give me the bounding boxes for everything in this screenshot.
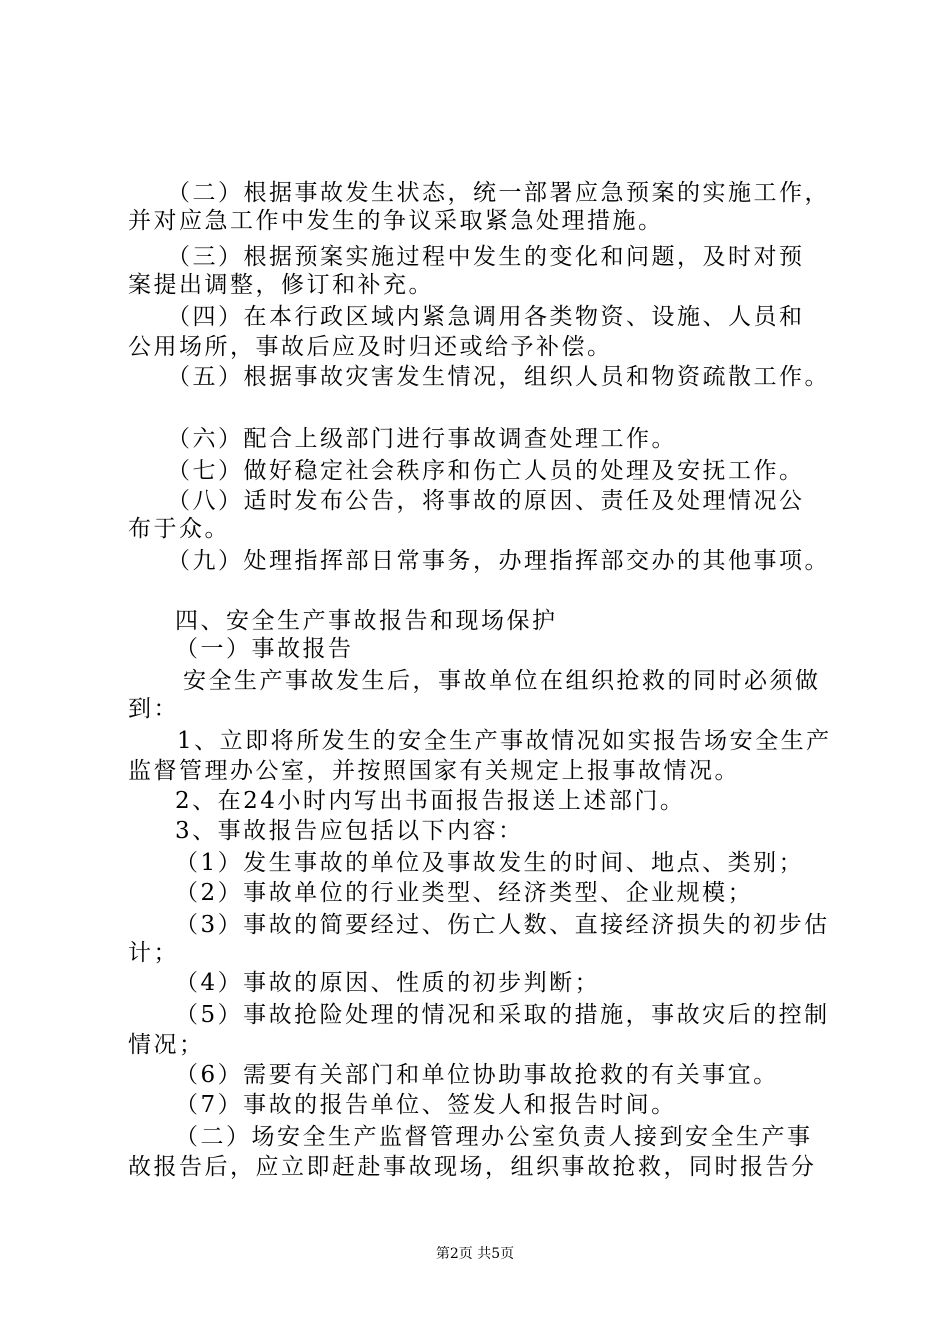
text-line: 情况； <box>128 1032 205 1058</box>
list-item: （7）事故的报告单位、签发人和报告时间。 <box>175 1092 677 1118</box>
text-line: （二）场安全生产监督管理办公室负责人接到安全生产事 <box>175 1124 813 1150</box>
text-line: 布于众。 <box>128 516 230 542</box>
text-line: 故报告后，应立即赶赴事故现场，组织事故抢救，同时报告分 <box>128 1154 817 1180</box>
text-line: （五）根据事故灾害发生情况，组织人员和物资疏散工作。 <box>167 364 830 390</box>
text-line: （七）做好稳定社会秩序和伤亡人员的处理及安抚工作。 <box>167 458 805 484</box>
text-line: 并对应急工作中发生的争议采取紧急处理措施。 <box>128 208 664 234</box>
section-heading: 四、安全生产事故报告和现场保护 <box>175 608 558 634</box>
text-line: （四）在本行政区域内紧急调用各类物资、设施、人员和 <box>167 304 805 330</box>
list-item: （1）发生事故的单位及事故发生的时间、地点、类别； <box>175 850 805 876</box>
text-line: 安全生产事故发生后，事故单位在组织抢救的同时必须做 <box>183 668 821 694</box>
list-item: （4）事故的原因、性质的初步判断； <box>175 970 601 996</box>
text-line: 公用场所，事故后应及时归还或给予补偿。 <box>128 334 613 360</box>
text-line: 2、在24小时内写出书面报告报送上述部门。 <box>175 788 686 814</box>
list-item: （6）需要有关部门和单位协助事故抢救的有关事宜。 <box>175 1062 779 1088</box>
list-item: （2）事故单位的行业类型、经济类型、企业规模； <box>175 880 754 906</box>
text-line: （八）适时发布公告，将事故的原因、责任及处理情况公 <box>167 488 805 514</box>
list-item: （3）事故的简要经过、伤亡人数、直接经济损失的初步估 <box>175 912 830 938</box>
text-line: 案提出调整，修订和补充。 <box>128 272 434 298</box>
text-line: （九）处理指挥部日常事务，办理指挥部交办的其他事项。 <box>167 548 830 574</box>
text-line: 监督管理办公室，并按照国家有关规定上报事故情况。 <box>128 758 740 784</box>
subsection-heading: （一）事故报告 <box>175 636 354 662</box>
text-line: （二）根据事故发生状态，统一部署应急预案的实施工作， <box>167 180 830 206</box>
text-line: （三）根据预案实施过程中发生的变化和问题，及时对预 <box>167 244 805 270</box>
text-line: 1、立即将所发生的安全生产事故情况如实报告场安全生产 <box>177 728 832 754</box>
text-line: 到： <box>128 696 179 722</box>
page-footer: 第2页 共5页 <box>435 1246 515 1262</box>
text-line: 3、事故报告应包括以下内容： <box>175 818 524 844</box>
list-item: （5）事故抢险处理的情况和采取的措施，事故灾后的控制 <box>175 1002 830 1028</box>
text-line: （六）配合上级部门进行事故调查处理工作。 <box>167 426 677 452</box>
text-line: 计； <box>128 940 179 966</box>
